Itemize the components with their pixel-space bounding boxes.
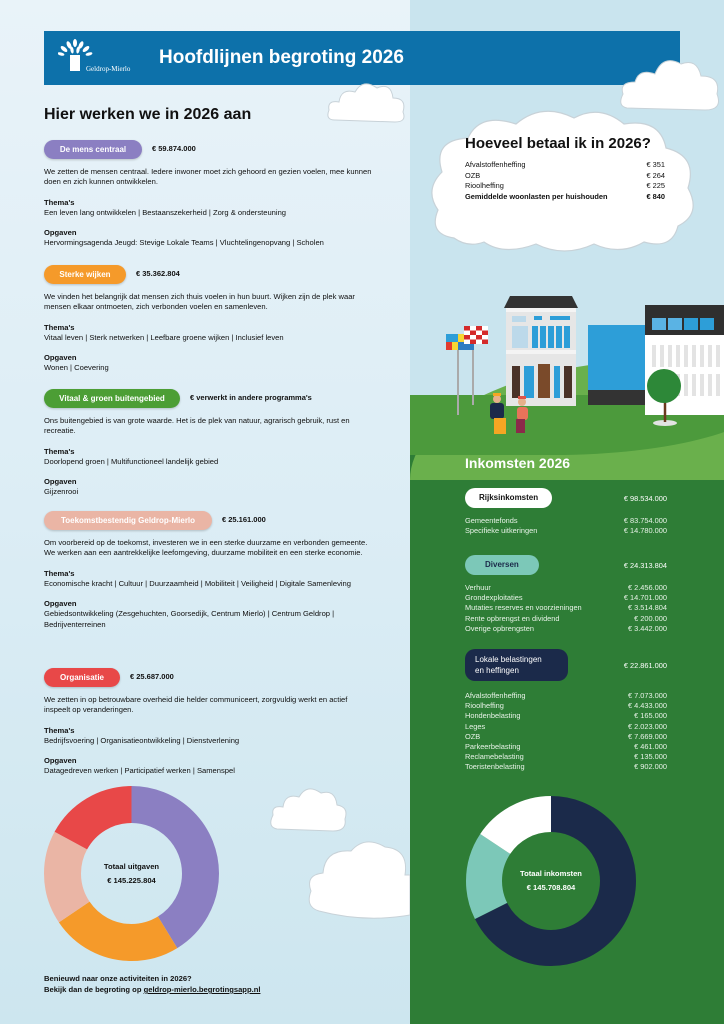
town-hall-illustration [440, 290, 724, 460]
program-label-pill: De mens centraal [44, 140, 142, 159]
income-row-value: € 3.514.804 [627, 603, 667, 613]
income-row-label: Mutaties reserves en voorzieningen [465, 603, 582, 613]
income-row-label: Reclamebelasting [465, 752, 524, 762]
income-category-amount: € 24.313.804 [623, 560, 667, 570]
page-title: Hoofdlijnen begroting 2026 [159, 47, 404, 68]
program-description: Ons buitengebied is van grote waarde. Het is de plek van natuur, agrarisch gebruik, rust en recreatie. [44, 416, 350, 436]
themes-heading: Thema's [44, 322, 75, 332]
program-de-mens-centraal [44, 140, 374, 259]
pay-row-label: Afvalstoffenheffing [465, 160, 526, 169]
tasks-heading: Opgaven [44, 756, 77, 766]
tasks-heading: Opgaven [44, 599, 77, 609]
income-row [465, 732, 675, 742]
pay-row [465, 181, 665, 192]
income-row-label: OZB [465, 731, 481, 741]
income-row-value: € 902.000 [634, 762, 667, 772]
footer-line2: Bekijk dan de begroting op [44, 985, 144, 994]
income-row-value: € 7.073.000 [627, 691, 667, 700]
income-row [465, 752, 675, 762]
income-row-label: Parkeerbelasting [465, 742, 521, 752]
income-row-label: Hondenbelasting [465, 711, 521, 721]
themes-list: Doorlopend groen | Multifunctioneel landelijk gebied [44, 456, 219, 466]
income-row-value: € 2.456.000 [627, 583, 667, 592]
income-row-value: € 200.000 [634, 613, 667, 623]
tasks-list: Gijzenrooi [44, 487, 79, 497]
income-row-label: Afvalstoffenheffing [465, 691, 526, 700]
income-row-value: € 14.701.000 [623, 593, 667, 603]
program-amount: € verwerkt in andere programma's [190, 393, 312, 403]
footer-line1: Benieuwd naar onze activiteiten in 2026? [44, 974, 192, 983]
program-label-pill: Vitaal & groen buitengebied [44, 389, 180, 408]
program-amount: € 35.362.804 [136, 269, 180, 279]
cloud-icon [325, 76, 410, 128]
income-category-label: en heffingen [475, 666, 519, 675]
tasks-list: Gebiedsontwikkeling (Zesgehuchten, Goorsedijk, Centrum Mierlo) | Centrum Geldrop | Bedrijventerreinen [44, 609, 335, 629]
cloud-icon [305, 835, 410, 920]
expenditure-donut-chart [43, 785, 220, 962]
footer-text [44, 973, 260, 995]
flag-icon [464, 326, 488, 344]
program-label-pill: Organisatie [44, 668, 120, 687]
themes-heading: Thema's [44, 568, 75, 578]
program-label-pill: Sterke wijken [44, 265, 126, 284]
income-row-value: € 2.023.000 [627, 721, 667, 731]
program-amount: € 25.687.000 [130, 672, 174, 682]
income-row [465, 722, 675, 732]
pay-row-label: Gemiddelde woonlasten per huishouden [465, 191, 608, 201]
income-row-label: Specifieke uitkeringen [465, 526, 538, 536]
income-group-diversen [465, 555, 675, 634]
tasks-heading: Opgaven [44, 353, 77, 363]
pay-row-total [465, 192, 665, 203]
income-row-label: Toeristenbelasting [465, 762, 525, 772]
pay-row [465, 171, 665, 182]
income-row-value: € 135.000 [634, 752, 667, 762]
income-row [465, 701, 675, 711]
program-sterke-wijken [44, 265, 374, 384]
income-row-value: € 4.433.000 [627, 701, 667, 711]
household-costs-title: Hoeveel betaal ik in 2026? [465, 135, 651, 152]
themes-heading: Thema's [44, 446, 75, 456]
income-category-amount: € 22.861.000 [623, 660, 667, 670]
program-amount: € 59.874.000 [152, 144, 196, 154]
income-row [465, 516, 675, 526]
income-row [465, 526, 675, 536]
income-row-value: € 3.442.000 [627, 623, 667, 633]
income-row-value: € 165.000 [634, 711, 667, 721]
donut-label: Totaal uitgaven [103, 861, 160, 871]
income-category-pill: Diversen [465, 555, 539, 575]
logo-text: Geldrop-Mierlo [86, 65, 131, 73]
pay-row-label: Rioolheffing [465, 181, 504, 190]
income-row-value: € 7.669.000 [627, 731, 667, 741]
income-row-label: Rioolheffing [465, 701, 504, 711]
themes-list: Bedrijfsvoering | Organisatieontwikkeling | Dienstverlening [44, 735, 240, 745]
pay-row-value: € 225 [646, 181, 665, 190]
program-organisatie [44, 668, 374, 787]
income-donut-chart [465, 795, 637, 967]
tasks-list: Hervormingsagenda Jeugd: Stevige Lokale Teams | Vluchtelingenopvang | Scholen [44, 238, 324, 248]
tasks-heading: Opgaven [44, 477, 77, 487]
income-row-label: Leges [465, 721, 486, 731]
pay-row-label: OZB [465, 170, 481, 180]
income-row [465, 742, 675, 752]
income-row-label: Gemeentefonds [465, 516, 518, 525]
program-toekomstbestendig [44, 511, 374, 640]
themes-list: Economische kracht | Cultuur | Duurzaamheid | Mobiliteit | Veiligheid | Digitale Samenleving [44, 578, 352, 588]
themes-heading: Thema's [44, 725, 75, 735]
income-row [465, 762, 675, 772]
income-row [465, 711, 675, 721]
income-row-value: € 14.780.000 [623, 526, 667, 536]
pay-row [465, 160, 665, 171]
income-row-label: Grondexploitaties [465, 593, 523, 603]
budget-app-link[interactable]: geldrop-mierlo.begrotingsapp.nl [143, 985, 261, 994]
income-row-value: € 83.754.000 [623, 516, 667, 525]
household-costs-box [465, 135, 665, 202]
income-category-amount: € 98.534.000 [623, 493, 667, 503]
income-row-label: Rente opbrengst en dividend [465, 613, 560, 623]
pay-row-value: € 840 [646, 191, 665, 201]
income-row [465, 593, 675, 603]
income-group-rijksinkomsten [465, 488, 675, 536]
municipality-logo [44, 31, 139, 85]
income-row-label: Verhuur [465, 583, 491, 592]
section-title: Hier werken we in 2026 aan [44, 106, 252, 123]
income-title: Inkomsten 2026 [465, 455, 571, 471]
income-category-pill: Rijksinkomsten [465, 488, 552, 508]
income-row-label: Overige opbrengsten [465, 623, 535, 633]
program-description: We zetten in op betrouwbare overheid die helder communiceert, zorgvuldig werkt en actief inspeelt op veranderingen. [44, 695, 348, 715]
tasks-list: Wonen | Coevering [44, 363, 109, 373]
program-description: We vinden het belangrijk dat mensen zich thuis voelen in hun buurt. Wijken zijn de plek waar mensen elkaar ontmoeten, zich verbonden voelen en samenleven. [44, 292, 355, 312]
themes-heading: Thema's [44, 197, 75, 207]
program-label-pill: Toekomstbestendig Geldrop-Mierlo [44, 511, 212, 530]
income-row-value: € 461.000 [634, 742, 667, 752]
tasks-list: Datagedreven werken | Participatief werken | Samenspel [44, 766, 235, 776]
program-description: Om voorbereid op de toekomst, investeren we in een sterke duurzame en verbonden gemeente. We werken aan een aantrekkelijke leefomgeving, duurzame mobiliteit en een sterke economie. [44, 538, 368, 558]
income-group-lokale-belastingen [465, 649, 675, 773]
program-vitaal-groen-buitengebied [44, 389, 374, 508]
tasks-heading: Opgaven [44, 228, 77, 238]
donut-label: Totaal inkomsten [520, 869, 582, 878]
income-category-pill [465, 649, 568, 681]
income-row [465, 603, 675, 613]
cloud-icon [267, 783, 349, 838]
donut-total: € 145.225.804 [107, 875, 156, 885]
income-row [465, 583, 675, 593]
themes-list: Een leven lang ontwikkelen | Bestaanszekerheid | Zorg & ondersteuning [44, 207, 287, 217]
income-row [465, 624, 675, 634]
income-row [465, 614, 675, 624]
income-category-label: Lokale belastingen [475, 655, 542, 664]
pay-row-value: € 351 [646, 160, 665, 169]
donut-total: € 145.708.804 [526, 883, 576, 892]
themes-list: Vitaal leven | Sterk netwerken | Leefbare groene wijken | Inclusief leven [44, 332, 284, 342]
program-amount: € 25.161.000 [222, 515, 266, 525]
income-row [465, 691, 675, 701]
program-description: We zetten de mensen centraal. Iedere inwoner moet zich gehoord en gezien voelen, mee kunnen doen en zich kunnen ontwikkelen. [44, 167, 372, 187]
pay-row-value: € 264 [646, 170, 665, 180]
